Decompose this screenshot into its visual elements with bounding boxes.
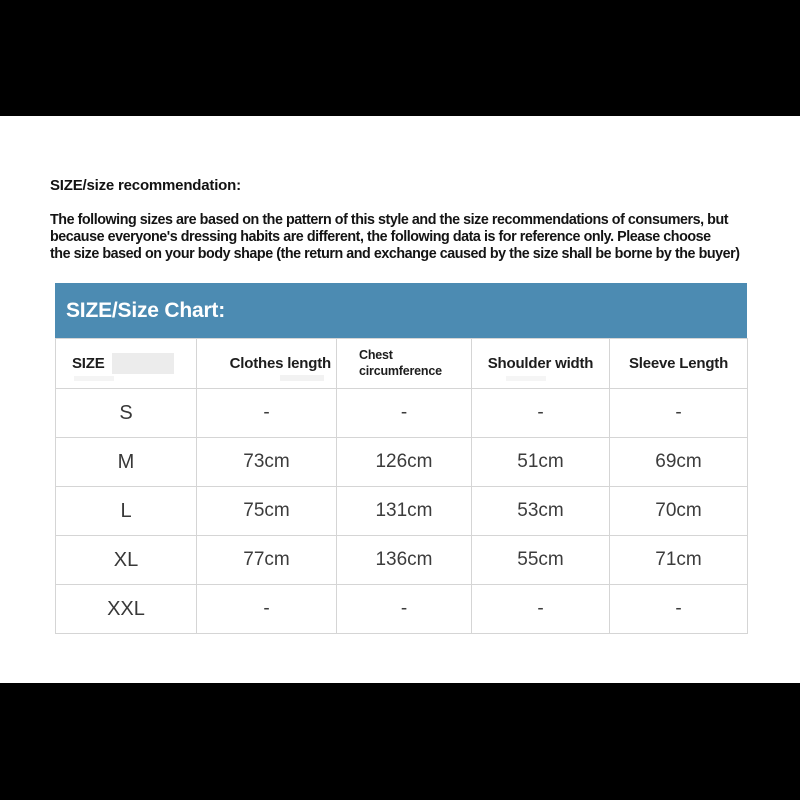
shoulder-width-value: - — [472, 585, 610, 634]
column-header-size: SIZE — [56, 339, 197, 389]
size-chart-banner — [55, 283, 747, 338]
chest-circumference-value: 131cm — [337, 487, 472, 536]
column-header-sleeve-length: Sleeve Length — [610, 339, 748, 389]
table-row-xl — [56, 536, 748, 585]
shoulder-width-value: 55cm — [472, 536, 610, 585]
recommendation-paragraph — [50, 212, 740, 264]
shoulder-width-value: - — [472, 389, 610, 438]
size-label: XXL — [56, 585, 197, 634]
size-label: XL — [56, 536, 197, 585]
column-header-shoulder-width: Shoulder width — [472, 339, 610, 389]
watermark-artifact — [74, 376, 114, 381]
size-label: L — [56, 487, 197, 536]
chest-circumference-value: 126cm — [337, 438, 472, 487]
watermark-artifact — [280, 375, 324, 381]
sleeve-length-value: 71cm — [610, 536, 748, 585]
watermark-artifact — [112, 353, 174, 374]
recommendation-line: The following sizes are based on the pattern of this style and the size recommendations of consumers, but — [50, 212, 729, 228]
chest-circumference-value: - — [337, 389, 472, 438]
table-row-m — [56, 438, 748, 487]
sleeve-length-value: - — [610, 585, 748, 634]
watermark-artifact — [506, 376, 546, 381]
column-header-clothes-length: Clothes length — [197, 339, 337, 389]
clothes-length-value: 75cm — [197, 487, 337, 536]
size-chart-table — [55, 338, 748, 634]
sleeve-length-value: - — [610, 389, 748, 438]
sleeve-length-value: 70cm — [610, 487, 748, 536]
recommendation-line: because everyone's dressing habits are different, the following data is for reference only. Please choose — [50, 229, 711, 246]
shoulder-width-value: 51cm — [472, 438, 610, 487]
chest-circumference-value: - — [337, 585, 472, 634]
chest-circumference-value: 136cm — [337, 536, 472, 585]
size-label: S — [56, 389, 197, 438]
column-header-chest-circumference: Chest circumference — [337, 339, 472, 389]
recommendation-line: the size based on your body shape (the return and exchange caused by the size shall be borne by the buyer) — [50, 246, 740, 263]
clothes-length-value: - — [197, 585, 337, 634]
recommendation-title: SIZE/size recommendation: — [50, 177, 241, 194]
bottom-letterbox-bar — [0, 683, 800, 800]
shoulder-width-value: 53cm — [472, 487, 610, 536]
clothes-length-value: 77cm — [197, 536, 337, 585]
size-label: M — [56, 438, 197, 487]
size-chart-banner-label: SIZE/Size Chart: — [66, 298, 225, 322]
clothes-length-value: 73cm — [197, 438, 337, 487]
top-letterbox-bar — [0, 0, 800, 116]
table-row-l — [56, 487, 748, 536]
sleeve-length-value: 69cm — [610, 438, 748, 487]
table-header-row — [56, 339, 748, 389]
table-row-s — [56, 389, 748, 438]
clothes-length-value: - — [197, 389, 337, 438]
size-info-section — [0, 116, 800, 683]
table-row-xxl — [56, 585, 748, 634]
